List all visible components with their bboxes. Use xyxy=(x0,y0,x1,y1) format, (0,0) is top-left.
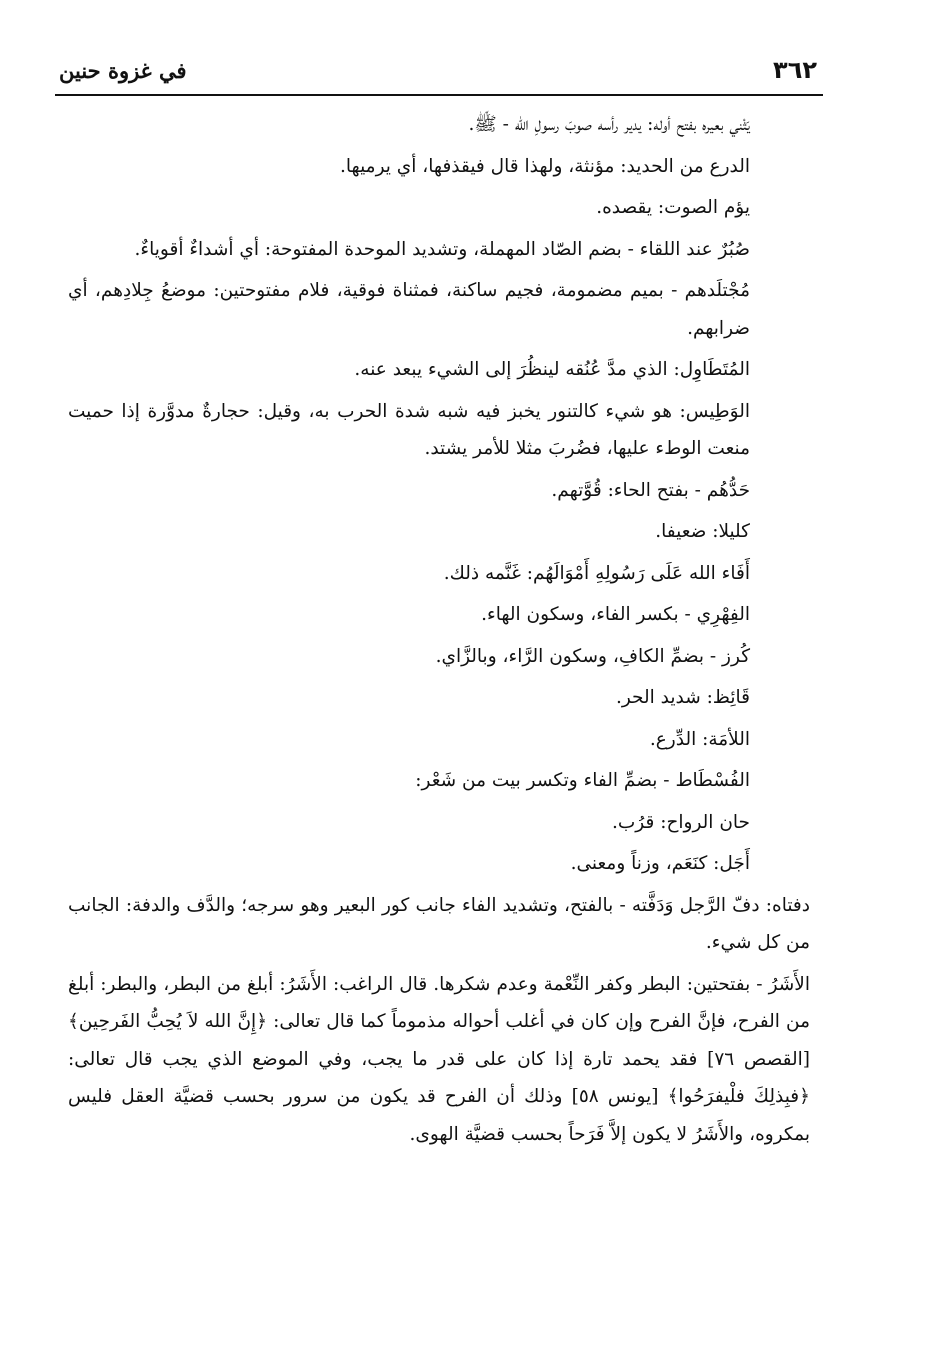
running-title: في غزوة حنين xyxy=(59,58,187,83)
glossary-entry: يؤم الصوت: يقصده. xyxy=(596,197,750,218)
glossary-entry: الدرع من الحديد: مؤنثة، ولهذا قال فيقذفها، أي يرميها. xyxy=(340,155,750,177)
glossary-entry: الفِهْرِي - بكسر الفاء، وسكون الهاء. xyxy=(481,604,750,625)
glossary-entry: قَائِظ: شديد الحر. xyxy=(615,687,750,708)
glossary-entry: يَثْني بعيره بفتح أوله: يدير رأسه صوبَ رسولِ الله - ﷺ. xyxy=(468,114,750,135)
page-number: ٣٦٢ xyxy=(773,56,817,84)
glossary-entry: اللأمَة: الدِّرع. xyxy=(649,728,750,750)
glossary-entry: حَدُّهُم - بفتح الحاء: قُوَّتهم. xyxy=(551,479,750,501)
glossary-entry: الفُسْطَاط - بضمِّ الفاء وتكسر بيت من شَعْر: xyxy=(415,770,750,791)
page-header xyxy=(55,52,823,96)
glossary-entry: كُرز - بضمِّ الكافِ، وسكون الرَّاء، وبالزَّاي. xyxy=(435,645,750,667)
glossary-entry: حان الرواح: قرُب. xyxy=(611,811,750,833)
glossary-entry: الوَطِيس: هو شيء كالتنور يخبز فيه شبه شدة الحرب به، وقيل: حجارةٌ مدوَّرة إذا حميت منعت الوطء عليها، فضُربَ مثلا للأمر يشتد. xyxy=(68,400,750,459)
glossary-entry: كليلا: ضعيفا. xyxy=(655,521,750,542)
glossary-entry: الأَشَرُ - بفتحتين: البطر وكفر النِّعْمة وعدم شكرها. قال الراغب: الأَشَرُ: أبلغ من البطر، والبطر: أبلغ من الفرح، فإنَّ الفرح وإن كان في أغلب أحواله مذموماً كما قال تعالى: ﴿إِنَّ الله لاَ يُحِبُّ الفَرحِين﴾ [القصص ٧٦] فقد يحمد تارة إذا كان على قدر ما يجب، وفي الموضع الذي يجب قال تعالى: ﴿فبِذلِكَ فلْيفرَحُوا﴾ [يونس ٥٨] وذلك أن الفرح قد يكون من سرور بحسب قضيَّة العقل فليس بمكروه، والأَشَرُ لا يكون إلاَّ فَرَحاً بحسب قضيَّة الهوى. xyxy=(68,973,810,1145)
glossary-entry: دفتاه: دفّ الرَّجل وَدَفَّته - بالفتح، وتشديد الفاء جانب كور البعير وهو سرجه؛ والدَّف والدفة: الجانب من كل شيء. xyxy=(68,894,810,953)
glossary-entry: أَفَاء الله عَلَى رَسُولِهِ أَمْوَالَهُم: غَنَّمه ذلك. xyxy=(443,562,750,584)
glossary-entry: صُبُرٌ عند اللقاء - بضم الصّاد المهملة، وتشديد الموحدة المفتوحة: أي أشداءٌ أقوياءٌ. xyxy=(134,238,750,260)
glossary-body xyxy=(68,106,810,1153)
header-rule xyxy=(55,94,823,96)
glossary-entry: المُتَطَاوِل: الذي مدَّ عُنُقه لينظُرَ إلى الشيء يبعد عنه. xyxy=(354,359,750,380)
glossary-entry: مُجْتلَدهم - بميم مضمومة، فجيم ساكنة، فمثناة فوقية، فلام مفتوحتين: موضعُ جِلادِهم، أي ضرابهم. xyxy=(68,280,750,339)
glossary-entry: أَجَل: كنَعَم، وزناً ومعنى. xyxy=(570,853,750,874)
